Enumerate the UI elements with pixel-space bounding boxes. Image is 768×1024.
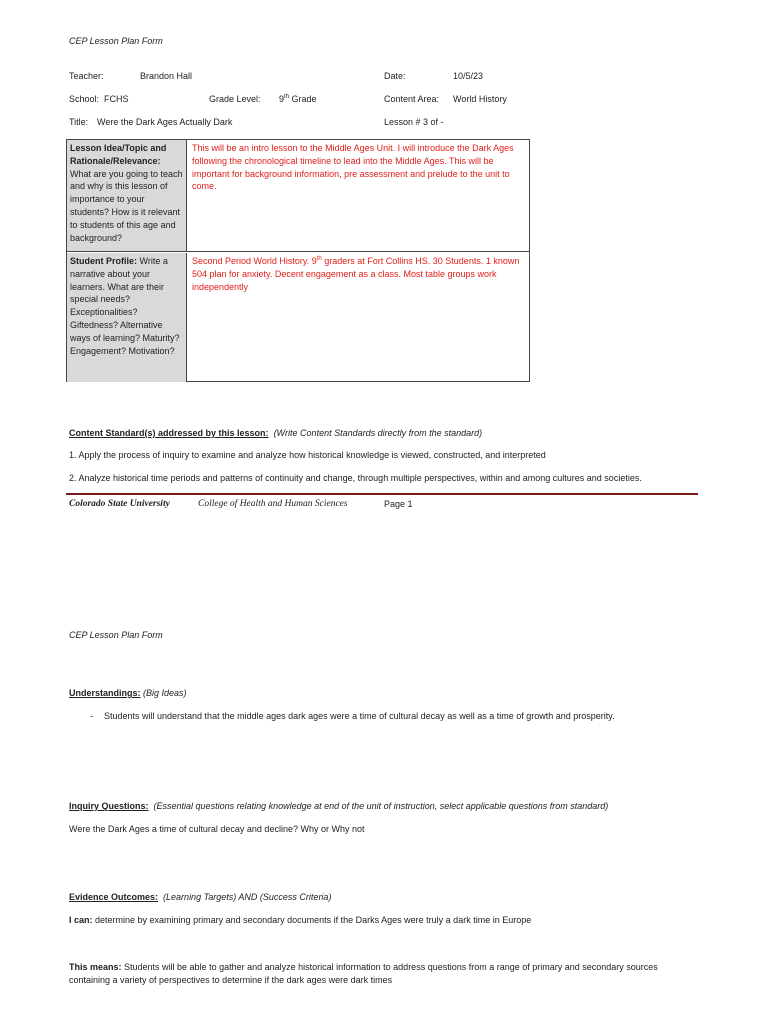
date-value: 10/5/23 <box>453 71 484 81</box>
title-label: Title: <box>69 117 89 127</box>
date-label: Date: <box>384 71 406 81</box>
grade-value: 9th Grade <box>279 94 317 104</box>
content-area-value: World History <box>453 94 507 104</box>
form-title: CEP Lesson Plan Form <box>69 36 163 46</box>
inquiry-heading-line: Inquiry Questions: (Essential questions relating knowledge at end of the unit of instruction, select applicable questions from standard) <box>69 801 609 811</box>
understanding-item: Students will understand that the middle ages dark ages were a time of cultural decay as well as a time of growth and prosperity. <box>104 711 615 721</box>
standard-1: 1. Apply the process of inquiry to examine and analyze how historical knowledge is viewed, constructed, and interpreted <box>69 450 546 460</box>
footer-divider <box>66 493 698 495</box>
table-row <box>67 140 529 252</box>
this-means-statement: This means: Students will be able to gather and analyze historical information to address questions from a range of primary and secondary sources containing a variety of perspectives to determine if the dark ages were dark times <box>69 962 658 985</box>
student-profile-value-cell: Second Period World History. 9th graders at Fort Collins HS. 30 Students. 1 known 504 plan for anxiety. Decent engagement as a class. Most table groups work independently <box>192 256 520 292</box>
rationale-value-cell: This will be an intro lesson to the Middle Ages Unit. I will introduce the Dark Ages following the chronological timeline to lead into the Middle Ages. This will be important for background information, pre assessment and prelude to the unit to come. <box>192 143 514 192</box>
grade-label: Grade Level: <box>209 94 261 104</box>
table-row <box>67 253 529 382</box>
lesson-number: Lesson # 3 of - <box>384 117 444 127</box>
standard-2: 2. Analyze historical time periods and patterns of continuity and change, through multiple perspectives, within and among cultures and societies. <box>69 473 642 483</box>
title-value: Were the Dark Ages Actually Dark <box>97 117 233 127</box>
footer-page: Page 1 <box>384 499 413 509</box>
form-title-page2: CEP Lesson Plan Form <box>69 630 163 640</box>
student-profile-label-cell: Student Profile: Write a narrative about your learners. What are their special needs? Exceptionalities? Giftedness? Alternative ways of learning? Maturity? Engagement? Motivation? <box>67 253 187 382</box>
understandings-heading-line: Understandings: (Big Ideas) <box>69 688 187 698</box>
footer-college: College of Health and Human Sciences <box>198 499 348 509</box>
teacher-label: Teacher: <box>69 71 104 81</box>
teacher-value: Brandon Hall <box>140 71 193 81</box>
footer-university: Colorado State University <box>69 499 170 509</box>
content-area-label: Content Area: <box>384 94 440 104</box>
inquiry-question: Were the Dark Ages a time of cultural decay and decline? Why or Why not <box>69 824 365 834</box>
rationale-label-cell: Lesson Idea/Topic and Rationale/Relevance: What are you going to teach and why is this lesson of importance to your students? How is it relevant to students of this age and background? <box>67 140 187 251</box>
i-can-statement: I can: determine by examining primary and secondary documents if the Darks Ages were truly a dark time in Europe <box>69 915 532 925</box>
school-value: FCHS <box>104 94 129 104</box>
rationale-profile-table <box>66 139 530 382</box>
content-standards-heading-line: Content Standard(s) addressed by this lesson: (Write Content Standards directly from the standard) <box>69 428 483 438</box>
evidence-heading-line: Evidence Outcomes: (Learning Targets) AND (Success Criteria) <box>69 892 332 902</box>
bullet-marker: - <box>90 711 93 721</box>
school-label: School: <box>69 94 100 104</box>
